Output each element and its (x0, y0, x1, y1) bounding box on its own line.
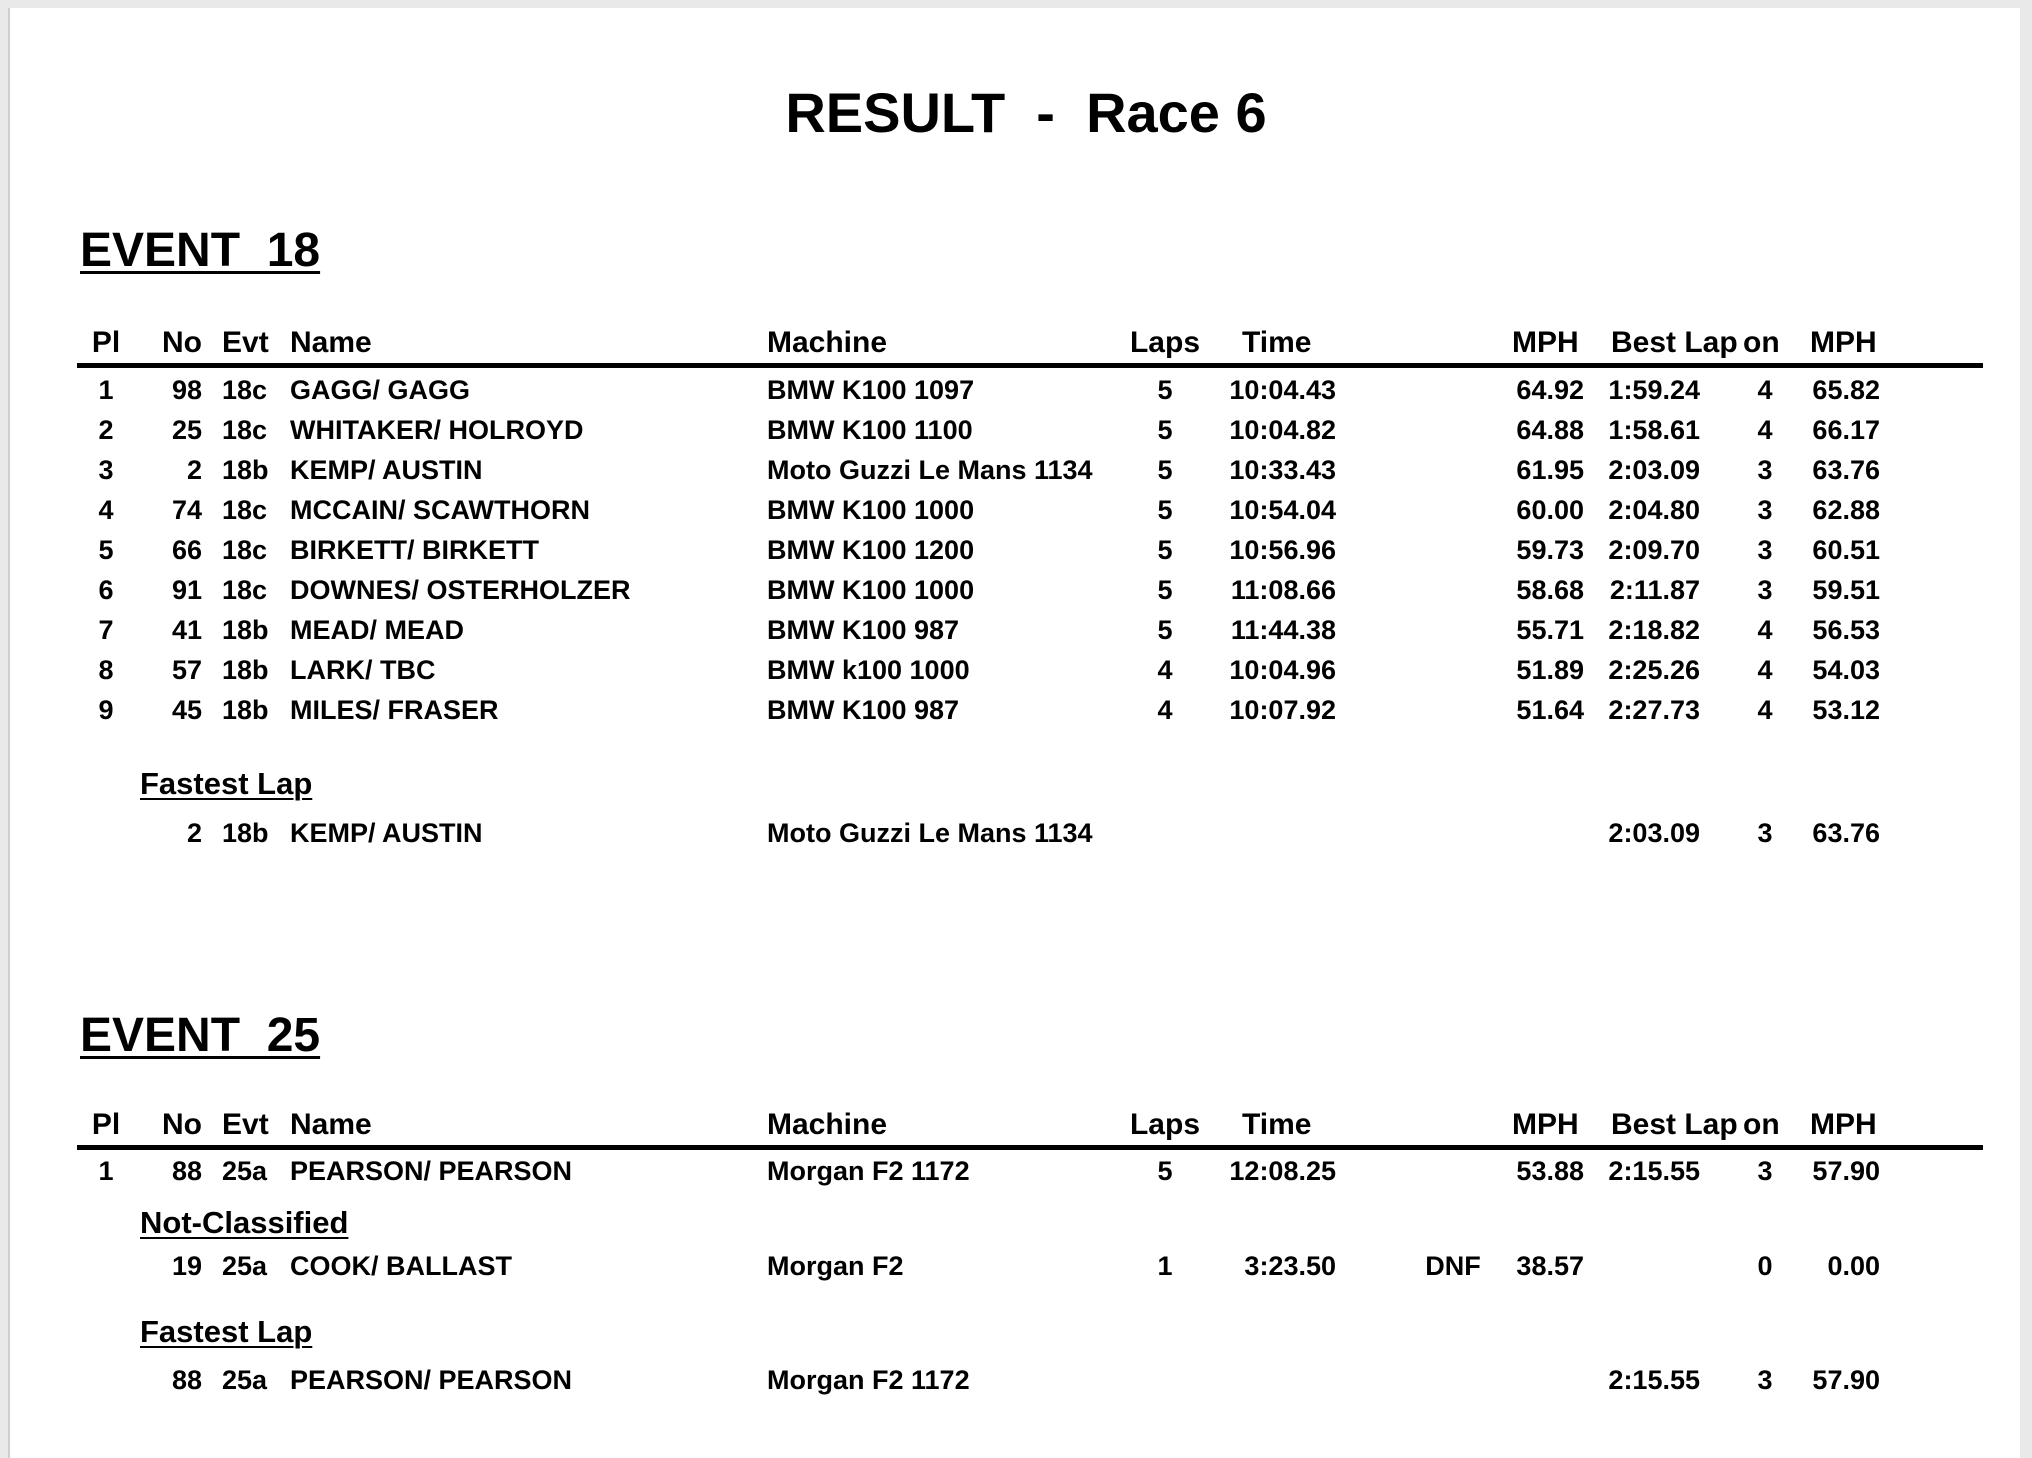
cell-best-lap: 2:03.09 (1608, 818, 1700, 848)
cell-evt: 18c (222, 375, 268, 405)
col-evt: Evt (222, 1108, 269, 1141)
cell-best-lap: 2:15.55 (1608, 1156, 1700, 1186)
cell-on: 4 (1757, 375, 1773, 405)
cell-best-mph: 63.76 (1812, 455, 1880, 485)
cell-laps: 1 (1157, 1251, 1173, 1281)
col-on: on (1743, 1108, 1780, 1141)
cell-mph: 55.71 (1516, 615, 1584, 645)
cell-no: 41 (171, 615, 202, 645)
cell-on: 3 (1757, 575, 1773, 605)
cell-pl: 4 (98, 495, 114, 525)
col-laps: Laps (1129, 326, 1201, 359)
table-row (10, 371, 2020, 409)
cell-best-mph: 60.51 (1812, 535, 1880, 565)
cell-on: 3 (1757, 818, 1773, 848)
cell-laps: 5 (1157, 415, 1173, 445)
cell-name: LARK/ TBC (290, 655, 436, 685)
cell-time: 3:23.50 (1244, 1251, 1336, 1281)
event-18-title: EVENT 18 (80, 224, 321, 277)
cell-mph: 58.68 (1516, 575, 1584, 605)
cell-best-lap: 2:04.80 (1608, 495, 1700, 525)
cell-best-mph: 0.00 (1827, 1251, 1880, 1281)
cell-name: BIRKETT/ BIRKETT (290, 535, 539, 565)
cell-name: MCCAIN/ SCAWTHORN (290, 495, 590, 525)
cell-mph: 53.88 (1516, 1156, 1584, 1186)
cell-evt: 18c (222, 495, 268, 525)
cell-best-lap: 2:18.82 (1608, 615, 1700, 645)
cell-evt: 18b (222, 655, 269, 685)
cell-best-mph: 59.51 (1812, 575, 1880, 605)
cell-time: 10:04.96 (1229, 655, 1336, 685)
cell-machine: Morgan F2 1172 (767, 1365, 970, 1395)
cell-pl: 5 (98, 535, 114, 565)
cell-time: 10:07.92 (1229, 695, 1336, 725)
col-time: Time (1242, 1108, 1312, 1141)
cell-best-mph: 65.82 (1812, 375, 1880, 405)
cell-pl: 2 (98, 415, 114, 445)
cell-mph: 61.95 (1516, 455, 1584, 485)
cell-name: PEARSON/ PEARSON (290, 1365, 573, 1395)
cell-time: 10:54.04 (1229, 495, 1336, 525)
cell-best-mph: 54.03 (1812, 655, 1880, 685)
col-evt: Evt (222, 326, 269, 359)
cell-laps: 4 (1157, 695, 1173, 725)
cell-no: 45 (171, 695, 202, 725)
cell-laps: 5 (1157, 495, 1173, 525)
cell-name: MILES/ FRASER (290, 695, 499, 725)
cell-machine: BMW K100 1000 (767, 575, 975, 605)
cell-name: COOK/ BALLAST (290, 1251, 512, 1281)
cell-pl: 1 (98, 1156, 114, 1186)
cell-no: 57 (171, 655, 202, 685)
event-18-header-row (10, 324, 2020, 362)
cell-best-lap: 2:15.55 (1608, 1365, 1700, 1395)
table-row (10, 1247, 2020, 1285)
cell-name: MEAD/ MEAD (290, 615, 464, 645)
col-best-lap: Best Lap (1611, 326, 1738, 359)
cell-on: 4 (1757, 655, 1773, 685)
cell-time: 10:04.43 (1229, 375, 1336, 405)
cell-evt: 18b (222, 455, 269, 485)
cell-best-mph: 53.12 (1812, 695, 1880, 725)
cell-no: 25 (171, 415, 202, 445)
cell-machine: BMW K100 1200 (767, 535, 975, 565)
cell-evt: 18b (222, 695, 269, 725)
cell-no: 19 (171, 1251, 202, 1281)
cell-time: 11:44.38 (1230, 615, 1336, 645)
cell-machine: Moto Guzzi Le Mans 1134 (767, 455, 1093, 485)
event-25-fastest-lap-row (10, 1361, 2020, 1399)
cell-mph: 64.92 (1516, 375, 1584, 405)
cell-laps: 5 (1157, 455, 1173, 485)
table-row (10, 611, 2020, 649)
cell-no: 2 (186, 818, 202, 848)
col-pl: Pl (91, 1108, 121, 1141)
col-name: Name (290, 326, 372, 359)
cell-best-lap: 2:03.09 (1608, 455, 1700, 485)
col-name: Name (290, 1108, 372, 1141)
table-row (10, 531, 2020, 569)
cell-no: 66 (171, 535, 202, 565)
cell-no: 98 (171, 375, 202, 405)
cell-on: 4 (1757, 695, 1773, 725)
col-mph: MPH (1512, 326, 1579, 359)
event-18-fastest-lap-row (10, 814, 2020, 852)
cell-best-lap: 1:59.24 (1608, 375, 1700, 405)
cell-time: 11:08.66 (1230, 575, 1336, 605)
cell-time: 12:08.25 (1229, 1156, 1336, 1186)
cell-on: 3 (1757, 455, 1773, 485)
cell-pl: 9 (98, 695, 114, 725)
col-pl: Pl (91, 326, 121, 359)
cell-machine: BMW K100 987 (767, 615, 960, 645)
cell-machine: BMW K100 1100 (767, 415, 973, 445)
cell-no: 88 (171, 1365, 202, 1395)
cell-machine: Morgan F2 1172 (767, 1156, 970, 1186)
event-25-title: EVENT 25 (80, 1009, 321, 1062)
cell-pl: 3 (98, 455, 114, 485)
cell-evt: 18b (222, 615, 269, 645)
cell-best-mph: 66.17 (1812, 415, 1880, 445)
table-row (10, 571, 2020, 609)
cell-on: 4 (1757, 615, 1773, 645)
cell-best-mph: 57.90 (1812, 1156, 1880, 1186)
col-machine: Machine (767, 1108, 888, 1141)
col-machine: Machine (767, 326, 888, 359)
cell-mph: 51.64 (1516, 695, 1584, 725)
cell-evt: 18c (222, 415, 268, 445)
cell-best-lap: 2:27.73 (1608, 695, 1700, 725)
col-laps: Laps (1129, 1108, 1201, 1141)
table-row (10, 411, 2020, 449)
cell-mph: 51.89 (1516, 655, 1584, 685)
cell-name: KEMP/ AUSTIN (290, 818, 483, 848)
cell-laps: 5 (1157, 615, 1173, 645)
cell-best-lap: 2:09.70 (1608, 535, 1700, 565)
cell-best-lap: 1:58.61 (1608, 415, 1700, 445)
cell-name: PEARSON/ PEARSON (290, 1156, 573, 1186)
event-25-header-row (10, 1106, 2020, 1144)
cell-laps: 5 (1157, 535, 1173, 565)
cell-best-mph: 63.76 (1812, 818, 1880, 848)
cell-name: DOWNES/ OSTERHOLZER (290, 575, 631, 605)
results-page (8, 8, 2020, 1458)
cell-time: 10:04.82 (1229, 415, 1336, 445)
page-title: RESULT - Race 6 (785, 81, 1267, 144)
cell-on: 3 (1757, 1156, 1773, 1186)
cell-on: 3 (1757, 535, 1773, 565)
cell-best-lap: 2:25.26 (1608, 655, 1700, 685)
cell-mph: 59.73 (1516, 535, 1584, 565)
table-row (10, 1152, 2020, 1190)
cell-evt: 25a (222, 1251, 268, 1281)
cell-machine: Morgan F2 (767, 1251, 904, 1281)
col-best-mph: MPH (1810, 1108, 1877, 1141)
not-classified-heading: Not-Classified (140, 1205, 349, 1240)
cell-no: 74 (171, 495, 202, 525)
cell-pl: 7 (98, 615, 114, 645)
cell-laps: 5 (1157, 575, 1173, 605)
col-no: No (162, 1108, 202, 1141)
event-25-fastest-lap-heading: Fastest Lap (140, 1314, 313, 1349)
cell-best-mph: 57.90 (1812, 1365, 1880, 1395)
cell-pl: 1 (98, 375, 114, 405)
col-no: No (162, 326, 202, 359)
cell-no: 2 (186, 455, 202, 485)
col-time: Time (1242, 326, 1312, 359)
cell-machine: BMW K100 1000 (767, 495, 975, 525)
cell-best-mph: 56.53 (1812, 615, 1880, 645)
cell-best-mph: 62.88 (1812, 495, 1880, 525)
col-best-mph: MPH (1810, 326, 1877, 359)
cell-laps: 5 (1157, 1156, 1173, 1186)
cell-no: 88 (171, 1156, 202, 1186)
cell-on: 3 (1757, 495, 1773, 525)
cell-name: WHITAKER/ HOLROYD (290, 415, 584, 445)
cell-evt: 18c (222, 575, 268, 605)
table-row (10, 451, 2020, 489)
event-25-header-rule (77, 1145, 1983, 1150)
cell-evt: 25a (222, 1156, 268, 1186)
table-row (10, 491, 2020, 529)
event-18-fastest-lap-heading: Fastest Lap (140, 766, 313, 801)
cell-on: 0 (1757, 1251, 1773, 1281)
cell-on: 3 (1757, 1365, 1773, 1395)
cell-pl: 6 (98, 575, 114, 605)
cell-mph: 38.57 (1516, 1251, 1584, 1281)
col-best-lap: Best Lap (1611, 1108, 1738, 1141)
cell-evt: 18b (222, 818, 269, 848)
col-mph: MPH (1512, 1108, 1579, 1141)
cell-status: DNF (1425, 1251, 1481, 1281)
cell-name: GAGG/ GAGG (290, 375, 471, 405)
cell-evt: 18c (222, 535, 268, 565)
event-18-header-rule (77, 363, 1983, 368)
cell-laps: 4 (1157, 655, 1173, 685)
cell-machine: Moto Guzzi Le Mans 1134 (767, 818, 1093, 848)
cell-evt: 25a (222, 1365, 268, 1395)
cell-best-lap: 2:11.87 (1609, 575, 1700, 605)
cell-machine: BMW K100 987 (767, 695, 960, 725)
cell-mph: 64.88 (1516, 415, 1584, 445)
cell-laps: 5 (1157, 375, 1173, 405)
cell-time: 10:33.43 (1229, 455, 1336, 485)
cell-mph: 60.00 (1516, 495, 1584, 525)
cell-pl: 8 (98, 655, 114, 685)
cell-machine: BMW K100 1097 (767, 375, 975, 405)
table-row (10, 651, 2020, 689)
col-on: on (1743, 326, 1780, 359)
cell-no: 91 (171, 575, 202, 605)
cell-name: KEMP/ AUSTIN (290, 455, 483, 485)
cell-time: 10:56.96 (1229, 535, 1336, 565)
cell-machine: BMW k100 1000 (767, 655, 970, 685)
cell-on: 4 (1757, 415, 1773, 445)
table-row (10, 691, 2020, 729)
